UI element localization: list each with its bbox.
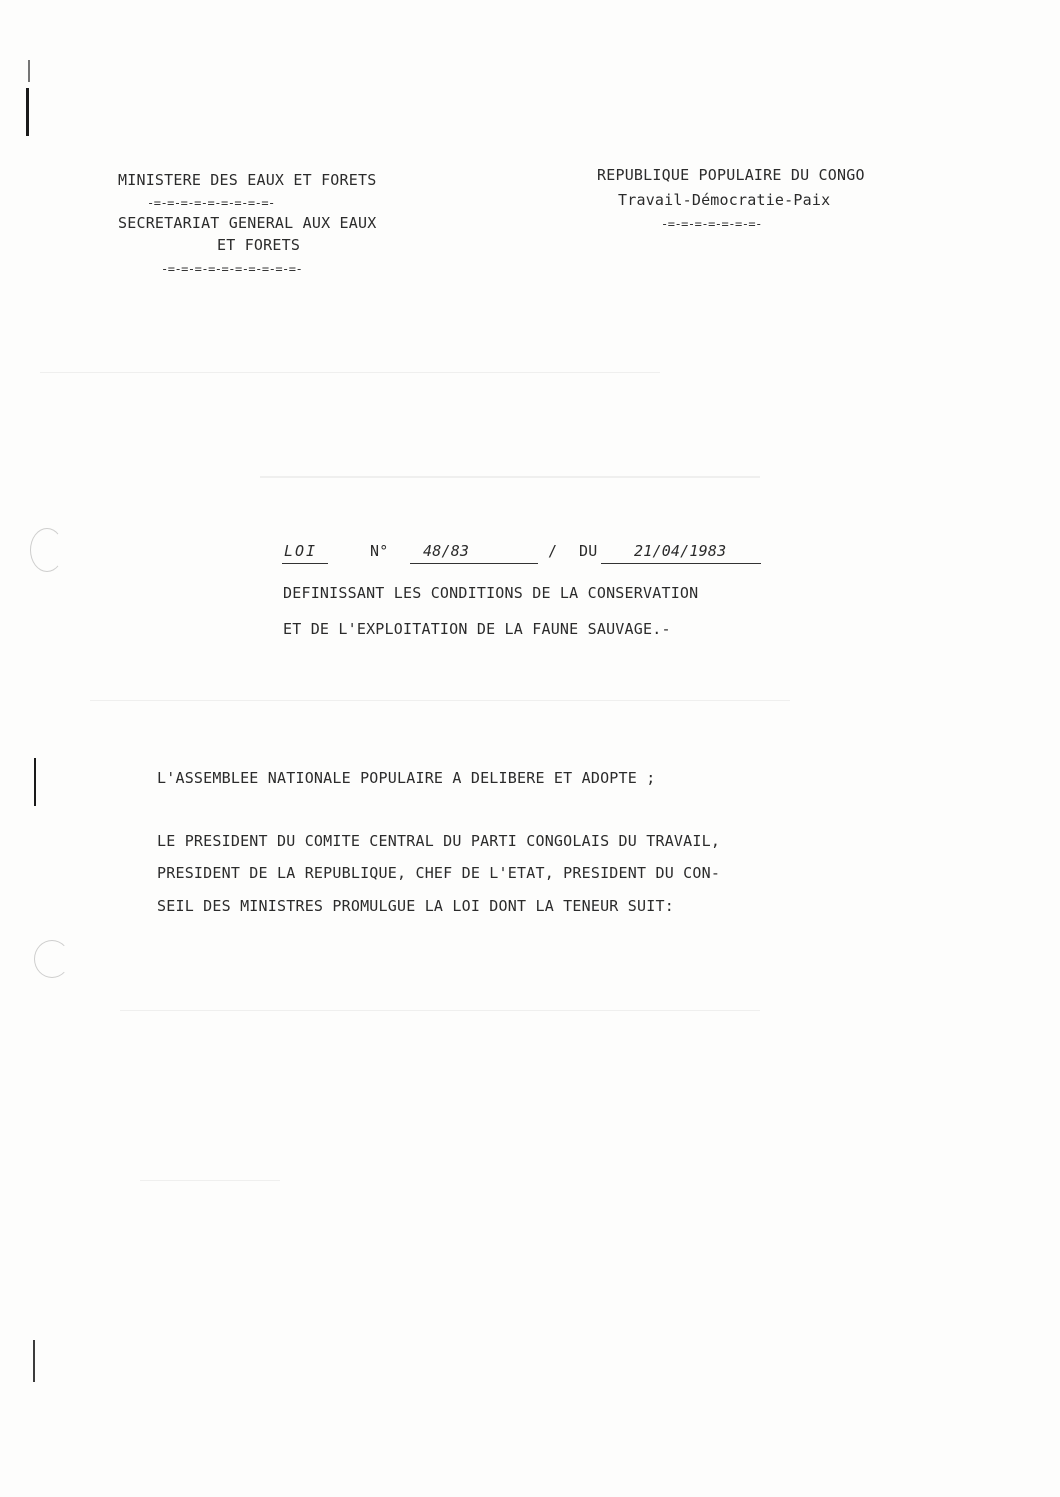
promulgation-line2: PRESIDENT DE LA REPUBLIQUE, CHEF DE L'ETAT, PRESIDENT DU CON- xyxy=(157,864,721,882)
secretariat-name: SECRETARIAT GENERAL AUX EAUX xyxy=(118,214,377,232)
law-date: 21/04/1983 xyxy=(634,542,727,560)
promulgation-line1: LE PRESIDENT DU COMITE CENTRAL DU PARTI CONGOLAIS DU TRAVAIL, xyxy=(157,832,721,850)
scan-bleed xyxy=(260,476,760,478)
header-right-separator: -=-=-=-=-=-=-=- xyxy=(661,217,762,231)
republic-motto: Travail-Démocratie-Paix xyxy=(618,191,831,209)
law-number-label: N° xyxy=(370,542,389,560)
margin-mark xyxy=(34,758,36,806)
margin-mark xyxy=(26,88,29,136)
header-left-separator-2: -=-=-=-=-=-=-=-=-=-=- xyxy=(161,262,303,276)
law-prefix-underline xyxy=(282,563,328,564)
secretariat-name-cont: ET FORETS xyxy=(217,236,301,254)
scan-bleed xyxy=(40,372,660,373)
scan-smudge xyxy=(30,528,64,572)
law-title-line1: DEFINISSANT LES CONDITIONS DE LA CONSERVATION xyxy=(283,584,699,602)
law-date-label: DU xyxy=(579,542,598,560)
law-prefix: LOI xyxy=(284,542,318,560)
ministry-name: MINISTERE DES EAUX ET FORETS xyxy=(118,171,377,189)
header-left-separator: -=-=-=-=-=-=-=-=-=- xyxy=(147,196,275,210)
law-number-underline xyxy=(410,563,538,564)
law-number: 48/83 xyxy=(423,542,470,560)
scan-bleed xyxy=(90,700,790,701)
promulgation-line3: SEIL DES MINISTRES PROMULGUE LA LOI DONT LA TENEUR SUIT: xyxy=(157,897,674,915)
republic-name: REPUBLIQUE POPULAIRE DU CONGO xyxy=(597,166,865,184)
margin-mark xyxy=(33,1340,35,1382)
handwritten-mark xyxy=(28,60,30,82)
law-title-line2: ET DE L'EXPLOITATION DE LA FAUNE SAUVAGE.- xyxy=(283,620,671,638)
scan-bleed xyxy=(120,1010,760,1011)
scan-smudge xyxy=(34,940,70,978)
scan-bleed xyxy=(140,1180,280,1181)
assembly-statement: L'ASSEMBLEE NATIONALE POPULAIRE A DELIBERE ET ADOPTE ; xyxy=(157,769,656,787)
law-date-underline xyxy=(601,563,761,564)
law-slash: / xyxy=(548,542,558,560)
